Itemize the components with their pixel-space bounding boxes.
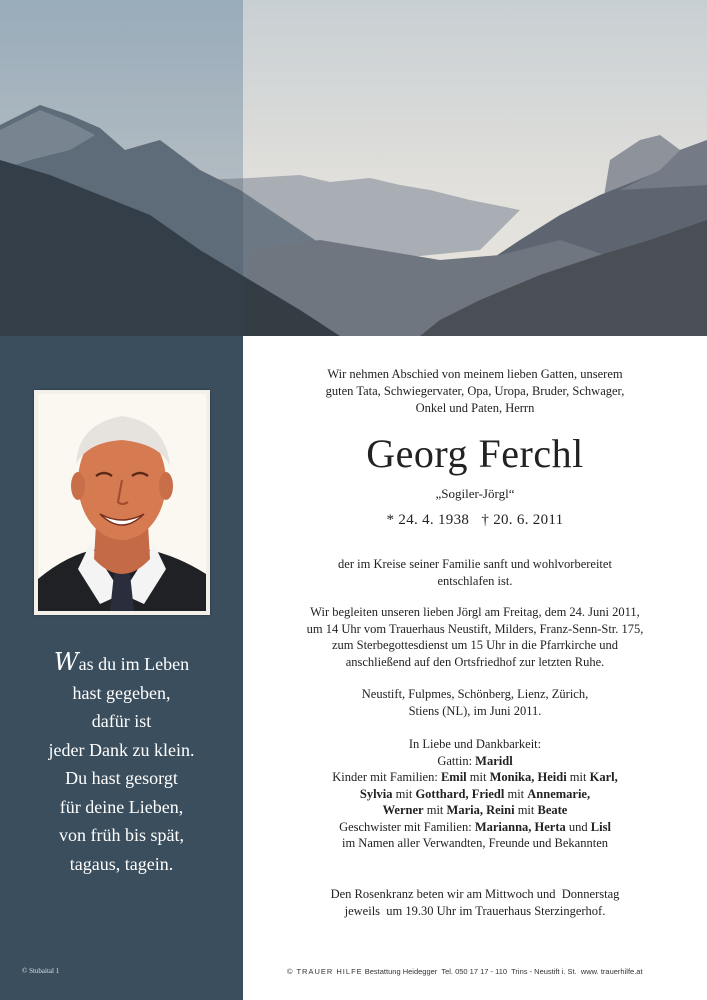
family-name: Beate <box>537 803 568 817</box>
family-name: Sylvia <box>359 786 393 801</box>
family-name: Heidi <box>537 770 567 784</box>
family-name: Werner <box>382 803 424 817</box>
children-label: Kinder mit Familien: <box>332 770 438 784</box>
family-name: Karl, <box>589 770 618 784</box>
funeral-line: Wir begleiten unseren lieben Jörgl am Freitag, dem 24. Juni 2011, <box>310 605 640 619</box>
mourners-heading: In Liebe und Dankbarkeit: <box>408 737 542 751</box>
poem-line: Du hast gesorgt <box>65 768 178 788</box>
family-name: Annemarie, <box>527 786 591 801</box>
family-name: Friedl <box>471 786 505 801</box>
funeral-line: anschließend auf den Ortsfriedhof zur letzten Ruhe. <box>345 654 605 669</box>
passing-line: der im Kreise seiner Familie sanft und wohlvorbereitet <box>338 557 612 571</box>
connector: mit <box>395 786 413 801</box>
obituary-text <box>243 336 707 1000</box>
connector: mit <box>469 770 487 784</box>
poem-line: für deine Lieben, <box>59 796 184 817</box>
intro-line: Wir nehmen Abschied von meinem lieben Gatten, unserem <box>327 367 623 381</box>
footer-info: Bestattung Heidegger Tel. 050 17 17 - 110 Trins - Neustift i. St. www. trauerhilfe.at <box>364 967 643 976</box>
rosary-text <box>243 886 707 919</box>
mourners-list <box>243 736 707 852</box>
poem-line: von früh bis spät, <box>59 825 184 845</box>
intro-text <box>243 366 707 417</box>
intro-line: guten Tata, Schwiegervater, Opa, Uropa, Bruder, Schwager, <box>325 384 625 398</box>
family-name: Monika, <box>489 770 535 784</box>
relatives-line: im Namen aller Verwandten, Freunde und Bekannten <box>341 836 608 850</box>
poem-line: dafür ist <box>91 711 152 731</box>
funeral-line: um 14 Uhr vom Trauerhaus Neustift, Milders, Franz-Senn-Str. 175, <box>306 621 644 636</box>
family-name: Marianna, Herta <box>474 819 566 834</box>
poem-line: hast gegeben, <box>72 682 171 703</box>
family-name: Maria, <box>446 803 483 817</box>
funeral-line: zum Sterbegottesdienst um 15 Uhr in die Pfarrkirche und <box>331 638 619 652</box>
connector: mit <box>569 770 587 784</box>
family-name: Emil <box>440 770 467 784</box>
places-line: Stiens (NL), im Juni 2011. <box>408 703 542 718</box>
passing-text <box>243 556 707 589</box>
intro-line: Onkel und Paten, Herrn <box>415 401 535 415</box>
family-name: Lisl <box>590 819 611 834</box>
life-dates: * 24. 4. 1938 † 20. 6. 2011 <box>386 512 564 528</box>
children-line <box>243 769 707 786</box>
connector: mit <box>507 786 525 801</box>
poem-line: tagaus, tagein. <box>69 853 174 874</box>
brand-label: © TRAUER HILFE <box>287 967 363 976</box>
connector: und <box>568 819 588 834</box>
passing-line: entschlafen ist. <box>437 573 513 588</box>
photo-credit: © Stubaital 1 <box>22 967 60 975</box>
funeral-text <box>243 604 707 670</box>
memorial-poem <box>0 648 243 878</box>
poem-initial: W <box>53 648 79 676</box>
rosary-line: Den Rosenkranz beten wir am Mittwoch und Donnerstag <box>330 887 620 901</box>
portrait-photo <box>34 390 210 615</box>
children-line <box>243 786 707 803</box>
poem-line <box>0 648 243 679</box>
family-name: Gotthard, <box>415 786 469 801</box>
poem-first-line: as du im Leben <box>78 654 190 674</box>
nickname: „Sogiler-Jörgl“ <box>435 486 515 501</box>
places-line: Neustift, Fulpmes, Schönberg, Lienz, Zürich, <box>361 687 589 701</box>
siblings-label: Geschwister mit Familien: <box>339 819 472 834</box>
mountain-landscape-image <box>0 0 707 336</box>
rosary-line: jeweils um 19.30 Uhr im Trauerhaus Sterzingerhof. <box>344 903 606 918</box>
siblings-line <box>243 819 707 836</box>
connector: mit <box>426 803 444 817</box>
spouse-label: Gattin: <box>437 753 473 768</box>
footer <box>287 967 687 976</box>
family-name: Reini <box>486 803 515 817</box>
children-line <box>243 802 707 819</box>
spouse-line <box>243 753 707 770</box>
connector: mit <box>517 803 535 817</box>
poem-line: jeder Dank zu klein. <box>48 739 195 760</box>
spouse-name: Maridl <box>475 753 513 768</box>
deceased-name: Georg Ferchl <box>366 431 584 476</box>
places-text <box>243 686 707 719</box>
